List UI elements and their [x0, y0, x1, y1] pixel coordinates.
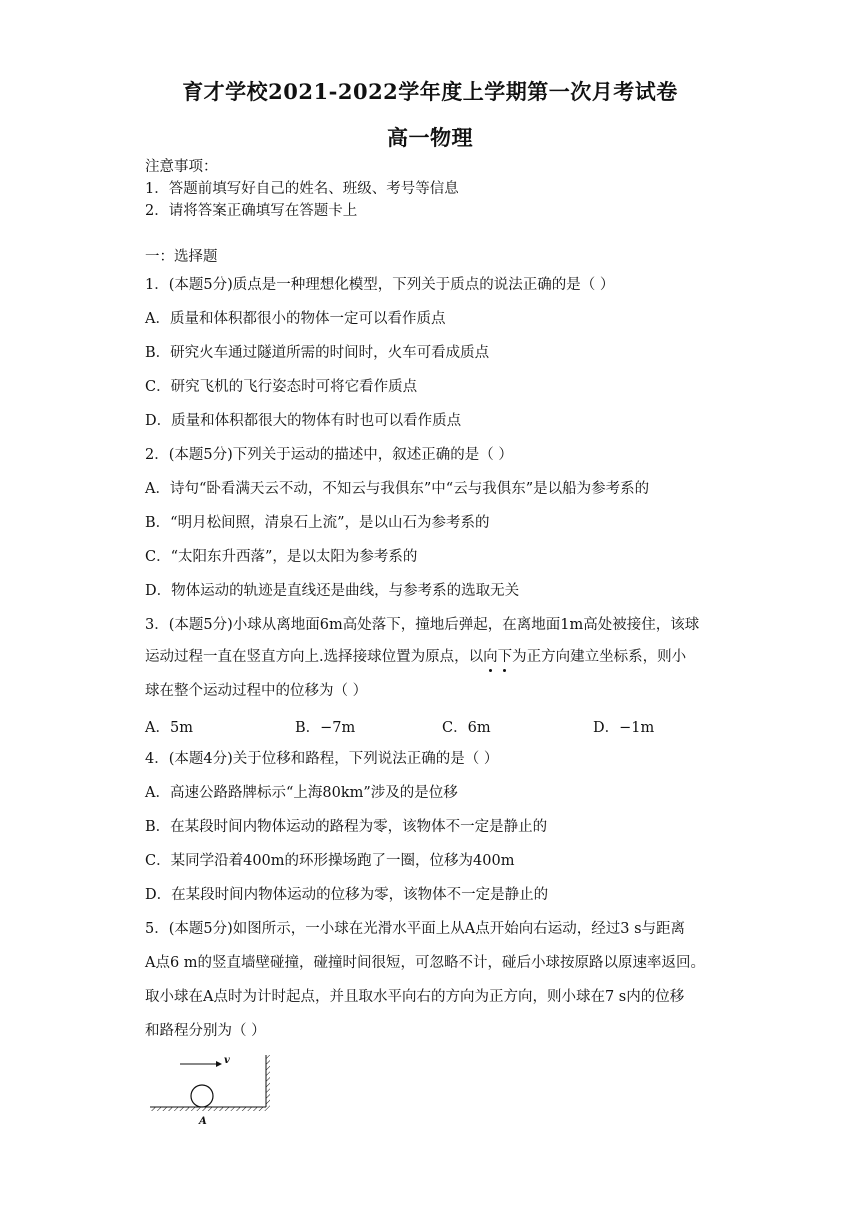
question-2-option-c: C．“太阳东升西落”，是以太阳为参考系的 [145, 549, 418, 565]
exam-title: 育才学校2021-2022学年度上学期第一次月考试卷 [182, 79, 678, 104]
question-1-option-c: C．研究飞机的飞行姿态时可将它看作质点 [145, 379, 418, 395]
ball-icon [191, 1085, 213, 1107]
vertical-wall [266, 1055, 270, 1111]
question-2-option-b: B．“明月松间照，清泉石上流”，是以山石为参考系的 [145, 515, 490, 531]
question-3-option-a: A．5m [145, 720, 193, 736]
question-4-option-d: D．在某段时间内物体运动的位移为零，该物体不一定是静止的 [145, 887, 549, 903]
point-a-label: A [199, 1116, 207, 1127]
question-5-stem-line-4: 和路程分别为（ ） [145, 1023, 266, 1039]
question-1-stem: 1．(本题5分)质点是一种理想化模型，下列关于质点的说法正确的是（ ） [145, 277, 615, 293]
question-4-option-a: A．高速公路路牌标示“上海80km”涉及的是位移 [145, 785, 458, 801]
ground-surface [150, 1107, 266, 1111]
section-title: 一：选择题 [145, 249, 218, 265]
question-2-option-d: D．物体运动的轨迹是直线还是曲线，与参考系的选取无关 [145, 583, 520, 599]
question-3-stem-line-3: 球在整个运动过程中的位移为（ ） [145, 683, 368, 699]
notice-item-1: 1．答题前填写好自己的姓名、班级、考号等信息 [145, 181, 459, 197]
velocity-label: v [224, 1055, 230, 1066]
question-1-option-a: A．质量和体积都很小的物体一定可以看作质点 [145, 311, 446, 327]
question-4-option-b: B．在某段时间内物体运动的路程为零，该物体不一定是静止的 [145, 819, 548, 835]
notice-heading: 注意事项： [145, 159, 218, 175]
question-5-stem-line-2: A点6 m的竖直墙壁碰撞，碰撞时间很短，可忽略不计，碰后小球按原路以原速率返回。 [145, 955, 706, 971]
question-3-stem-line-1: 3．(本题5分)小球从离地面6m高处落下，撞地后弹起，在离地面1m高处被接住，该球 [145, 617, 700, 633]
question-2-stem: 2．(本题5分)下列关于运动的描述中，叙述正确的是（ ） [145, 447, 513, 463]
question-3-stem-line-2-pre: 运动过程一直在竖直方向上.选择接球位置为原点，以 [145, 649, 484, 665]
emphasis-dot-char-2: 下 [497, 649, 513, 665]
question-3-stem-line-2 [145, 648, 686, 666]
ball-wall-diagram-svg [148, 1052, 278, 1132]
question-4-option-c: C．某同学沿着400m的环形操场跑了一圈，位移为400m [145, 853, 515, 869]
question-4-stem: 4．(本题4分)关于位移和路程，下列说法正确的是（ ） [145, 751, 499, 767]
question-2-option-a: A．诗句“卧看满天云不动，不知云与我俱东”中“云与我俱东”是以船为参考系的 [145, 481, 650, 497]
question-3-option-d: D．−1m [593, 720, 655, 736]
question-3-option-c: C．6m [442, 720, 491, 736]
question-5-stem-line-3: 取小球在A点时为计时起点，并且取水平向右的方向为正方向，则小球在7 s内的位移 [145, 989, 685, 1005]
question-5-stem-line-1: 5．(本题5分)如图所示，一小球在光滑水平面上从A点开始向右运动，经过3 s与距离 [145, 921, 686, 937]
notice-item-2: 2．请将答案正确填写在答题卡上 [145, 203, 358, 219]
ball-wall-diagram [148, 1052, 278, 1132]
question-3-stem-line-2-post: 为正方向建立坐标系，则小 [512, 649, 687, 665]
emphasis-dot-char-1: 向 [483, 649, 498, 665]
velocity-arrow-icon [180, 1061, 222, 1067]
question-3-option-b: B．−7m [295, 720, 356, 736]
exam-subject: 高一物理 [387, 125, 473, 150]
question-1-option-b: B．研究火车通过隧道所需的时间时，火车可看成质点 [145, 345, 490, 361]
question-1-option-d: D．质量和体积都很大的物体有时也可以看作质点 [145, 413, 462, 429]
